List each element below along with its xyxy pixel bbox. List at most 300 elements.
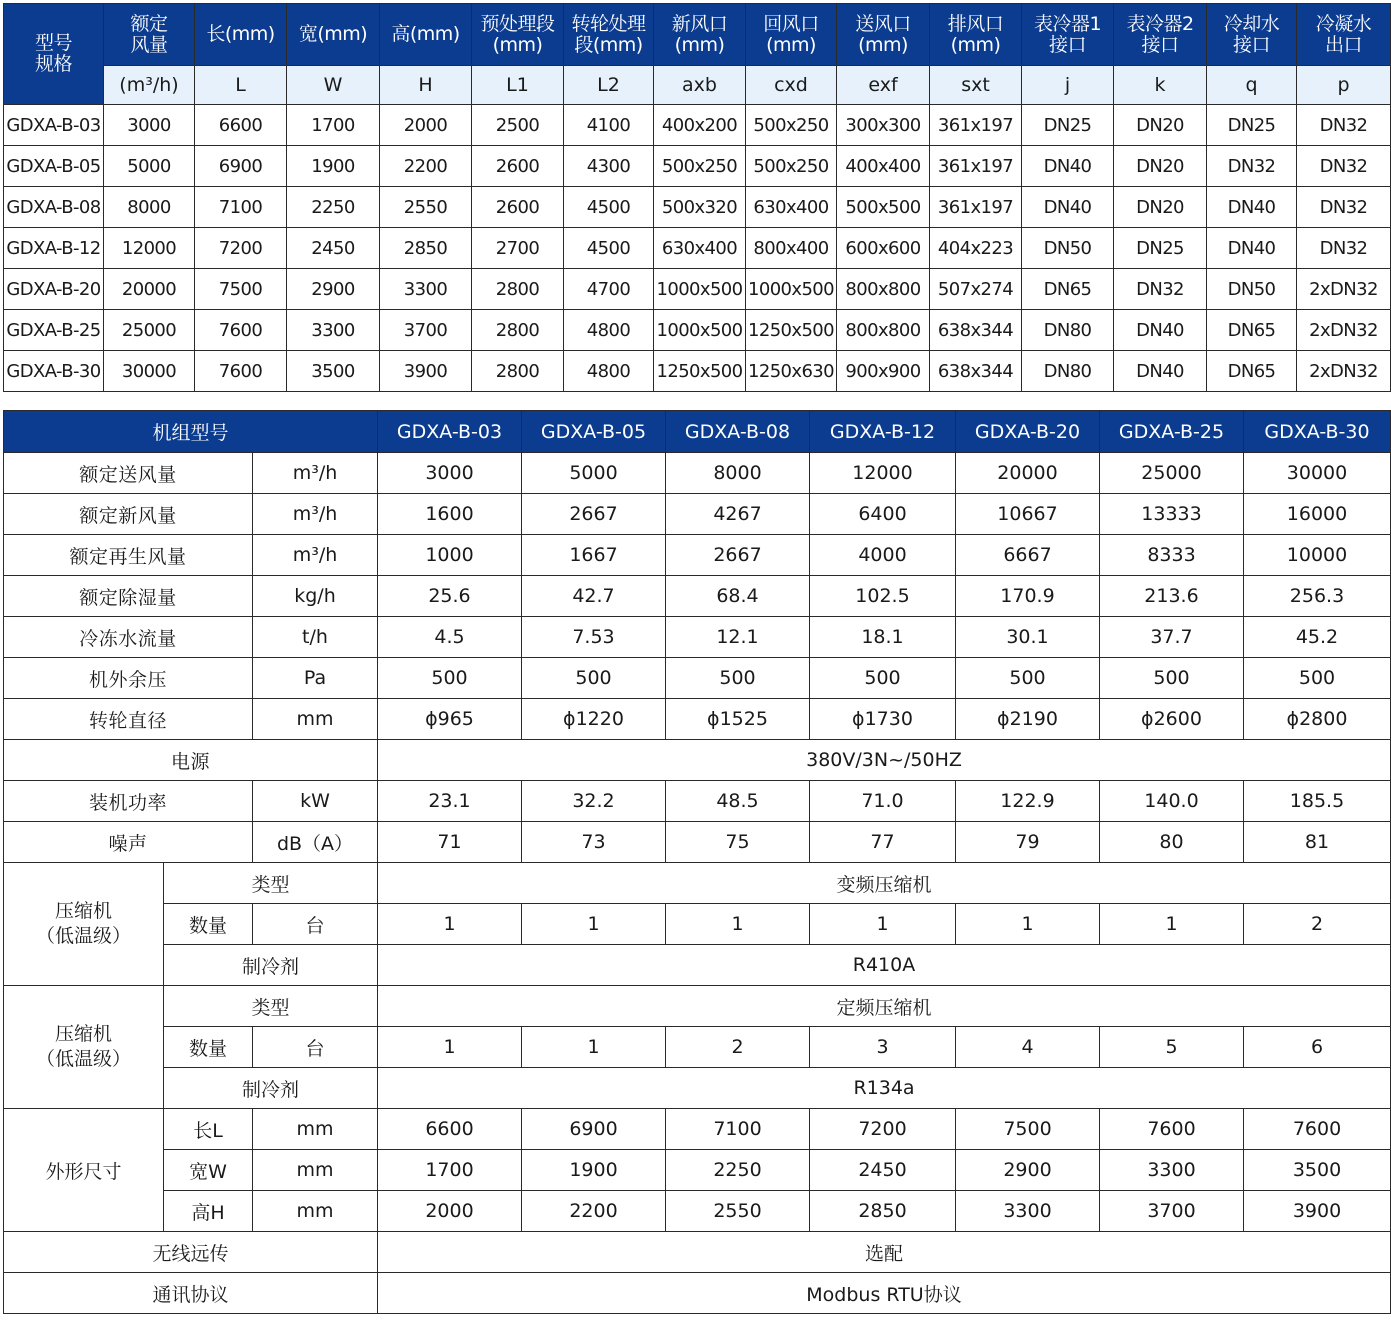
- table-cell: 1900: [522, 1150, 666, 1191]
- table-cell: 1700: [378, 1150, 522, 1191]
- table-cell: 1000x500: [654, 269, 746, 310]
- header-height: 高(mm): [380, 4, 472, 66]
- table-cell: 1000x500: [654, 310, 746, 351]
- header-supply-air: 送风口 (mm): [837, 4, 930, 66]
- table-cell: DN65: [1022, 269, 1114, 310]
- table-cell: 7500: [195, 269, 287, 310]
- table-cell: 4100: [564, 105, 654, 146]
- table-cell: 48.5: [666, 781, 810, 822]
- table-cell: 122.9: [956, 781, 1100, 822]
- model-cell: GDXA-B-12: [4, 228, 104, 269]
- subheader-cell: exf: [837, 66, 930, 105]
- power-supply-row: [4, 740, 1391, 781]
- table-cell: 1000x500: [746, 269, 837, 310]
- table-cell: 2200: [522, 1191, 666, 1232]
- table-cell: DN40: [1207, 228, 1297, 269]
- row-unit: m³/h: [253, 535, 378, 576]
- header-exhaust-air: 排风口 (mm): [930, 4, 1022, 66]
- table-cell: 2250: [287, 187, 380, 228]
- header-length: 长(mm): [195, 4, 287, 66]
- dimension-rows: [4, 1109, 1391, 1232]
- table-cell: 68.4: [666, 576, 810, 617]
- table-cell: 80: [1100, 822, 1244, 863]
- table-cell: 25000: [104, 310, 195, 351]
- table-cell: 32.2: [522, 781, 666, 822]
- table-cell: 3900: [380, 351, 472, 392]
- table-cell: DN32: [1207, 146, 1297, 187]
- table-cell: 7200: [195, 228, 287, 269]
- compressor2-refrigerant-value: R134a: [378, 1068, 1391, 1109]
- table-cell: 500x250: [746, 146, 837, 187]
- table-cell: 1667: [522, 535, 666, 576]
- table-cell: 2550: [380, 187, 472, 228]
- table-row: [4, 105, 1391, 146]
- table-row: [4, 535, 1391, 576]
- table-cell: 361x197: [930, 146, 1022, 187]
- table-cell: 2450: [287, 228, 380, 269]
- table-cell: ϕ2190: [956, 699, 1100, 740]
- model-col-header: GDXA-B-03: [378, 411, 522, 453]
- table-row: [4, 494, 1391, 535]
- table-cell: 1000: [378, 535, 522, 576]
- protocol-value: Modbus RTU协议: [378, 1273, 1391, 1314]
- table-cell: 2600: [472, 146, 564, 187]
- table-cell: 2500: [472, 105, 564, 146]
- qty-cell: 2: [1244, 904, 1391, 945]
- row-unit: mm: [253, 699, 378, 740]
- row-label: 额定再生风量: [4, 535, 253, 576]
- qty-cell: 5: [1100, 1027, 1244, 1068]
- table-cell: 2667: [666, 535, 810, 576]
- performance-table: [3, 410, 1391, 1314]
- compressor1-type-label: 类型: [164, 863, 378, 904]
- table-cell: 79: [956, 822, 1100, 863]
- protocol-label: 通讯协议: [4, 1273, 378, 1314]
- model-col-header: GDXA-B-30: [1244, 411, 1391, 453]
- model-col-header: GDXA-B-12: [810, 411, 956, 453]
- table-cell: DN40: [1022, 146, 1114, 187]
- table-cell: 500x500: [837, 187, 930, 228]
- compressor1-refrigerant-label: 制冷剂: [164, 945, 378, 986]
- table-cell: 7100: [666, 1109, 810, 1150]
- table-cell: 3500: [287, 351, 380, 392]
- table-cell: DN40: [1022, 187, 1114, 228]
- compressor2-refrigerant-label: 制冷剂: [164, 1068, 378, 1109]
- subheader-cell: k: [1114, 66, 1207, 105]
- table-cell: 6667: [956, 535, 1100, 576]
- qty-cell: 1: [522, 1027, 666, 1068]
- subheader-cell: q: [1207, 66, 1297, 105]
- table-cell: 7600: [1244, 1109, 1391, 1150]
- dimension-unit: mm: [253, 1191, 378, 1232]
- subheader-cell: j: [1022, 66, 1114, 105]
- table-cell: 16000: [1244, 494, 1391, 535]
- row-unit: kW: [253, 781, 378, 822]
- table-cell: 500x320: [654, 187, 746, 228]
- table-cell: 600x600: [837, 228, 930, 269]
- subheader-cell: W: [287, 66, 380, 105]
- table-cell: DN20: [1114, 187, 1207, 228]
- table-row: [4, 351, 1391, 392]
- row-unit: m³/h: [253, 453, 378, 494]
- table-cell: 23.1: [378, 781, 522, 822]
- table-row: [4, 617, 1391, 658]
- table-cell: DN25: [1114, 228, 1207, 269]
- wireless-value: 选配: [378, 1232, 1391, 1273]
- row-unit: t/h: [253, 617, 378, 658]
- table-cell: 75: [666, 822, 810, 863]
- row-label: 额定新风量: [4, 494, 253, 535]
- row-label: 噪声: [4, 822, 253, 863]
- table-cell: 5000: [104, 146, 195, 187]
- table-cell: 404x223: [930, 228, 1022, 269]
- header-airflow: 额定 风量: [104, 4, 195, 66]
- table-cell: 361x197: [930, 105, 1022, 146]
- table-cell: 500: [1100, 658, 1244, 699]
- table-cell: 2850: [380, 228, 472, 269]
- table-cell: 6900: [195, 146, 287, 187]
- table-cell: DN32: [1114, 269, 1207, 310]
- table-cell: DN50: [1207, 269, 1297, 310]
- table-cell: 25000: [1100, 453, 1244, 494]
- table-cell: 5000: [522, 453, 666, 494]
- compressor1-qty-row: [4, 904, 1391, 945]
- table-row: [4, 228, 1391, 269]
- table-cell: 6600: [195, 105, 287, 146]
- table-cell: 2000: [378, 1191, 522, 1232]
- table-cell: 4500: [564, 228, 654, 269]
- table-cell: 185.5: [1244, 781, 1391, 822]
- table-cell: 4500: [564, 187, 654, 228]
- table-cell: 4000: [810, 535, 956, 576]
- table-cell: 630x400: [746, 187, 837, 228]
- header-fresh-air: 新风口 (mm): [654, 4, 746, 66]
- model-cell: GDXA-B-20: [4, 269, 104, 310]
- table-cell: 800x800: [837, 269, 930, 310]
- table-cell: 500: [522, 658, 666, 699]
- table-cell: 638x344: [930, 310, 1022, 351]
- table-cell: 3300: [956, 1191, 1100, 1232]
- subheader-cell: L1: [472, 66, 564, 105]
- compressor2-refrigerant-row: [4, 1068, 1391, 1109]
- table-cell: 73: [522, 822, 666, 863]
- table-cell: ϕ2800: [1244, 699, 1391, 740]
- dimension-label: 长L: [164, 1109, 253, 1150]
- table-cell: 1900: [287, 146, 380, 187]
- model-col-header: GDXA-B-20: [956, 411, 1100, 453]
- model-cell: GDXA-B-03: [4, 105, 104, 146]
- row-unit: m³/h: [253, 494, 378, 535]
- table-cell: 7600: [1100, 1109, 1244, 1150]
- row-unit: kg/h: [253, 576, 378, 617]
- model-cell: GDXA-B-08: [4, 187, 104, 228]
- table-cell: 81: [1244, 822, 1391, 863]
- table-cell: 13333: [1100, 494, 1244, 535]
- perf-header-row: [4, 411, 1391, 453]
- table-cell: DN80: [1022, 310, 1114, 351]
- table-cell: 400x200: [654, 105, 746, 146]
- qty-cell: 1: [956, 904, 1100, 945]
- table-cell: 7100: [195, 187, 287, 228]
- table-row: [4, 453, 1391, 494]
- table-cell: DN80: [1022, 351, 1114, 392]
- compressor1-qty-label: 数量: [164, 904, 253, 945]
- subheader-cell: sxt: [930, 66, 1022, 105]
- spec-dimension-table: [3, 3, 1391, 392]
- table-cell: 3900: [1244, 1191, 1391, 1232]
- dimension-unit: mm: [253, 1109, 378, 1150]
- header-cooler1: 表冷器1 接口: [1022, 4, 1114, 66]
- table-cell: 213.6: [1100, 576, 1244, 617]
- spec-body: [4, 105, 1391, 392]
- table-cell: 1600: [378, 494, 522, 535]
- table-cell: 500: [666, 658, 810, 699]
- table-row: [4, 1150, 1391, 1191]
- model-cell: GDXA-B-30: [4, 351, 104, 392]
- subheader-cell: H: [380, 66, 472, 105]
- table-cell: 2667: [522, 494, 666, 535]
- table-cell: 2xDN32: [1297, 310, 1391, 351]
- qty-cell: 6: [1244, 1027, 1391, 1068]
- table-cell: DN40: [1114, 351, 1207, 392]
- table-cell: ϕ2600: [1100, 699, 1244, 740]
- dimension-unit: mm: [253, 1150, 378, 1191]
- table-cell: 2xDN32: [1297, 269, 1391, 310]
- table-cell: 3300: [1100, 1150, 1244, 1191]
- table-cell: 4700: [564, 269, 654, 310]
- table-cell: 25.6: [378, 576, 522, 617]
- table-cell: DN32: [1297, 228, 1391, 269]
- table-cell: 2450: [810, 1150, 956, 1191]
- table-cell: 2800: [472, 269, 564, 310]
- compressor1-refrigerant-row: [4, 945, 1391, 986]
- table-cell: 6900: [522, 1109, 666, 1150]
- table-cell: 2550: [666, 1191, 810, 1232]
- table-row: [4, 1109, 1391, 1150]
- table-cell: 1700: [287, 105, 380, 146]
- subheader-cell: axb: [654, 66, 746, 105]
- table-cell: 77: [810, 822, 956, 863]
- spec-subheader-row: [4, 66, 1391, 105]
- table-row: [4, 269, 1391, 310]
- table-cell: 2600: [472, 187, 564, 228]
- table-cell: ϕ1525: [666, 699, 810, 740]
- table-cell: 3300: [287, 310, 380, 351]
- table-cell: 1250x500: [654, 351, 746, 392]
- table-cell: 6400: [810, 494, 956, 535]
- spec-header-row: [4, 4, 1391, 66]
- subheader-cell: p: [1297, 66, 1391, 105]
- table-cell: 170.9: [956, 576, 1100, 617]
- compressor2-qty-label: 数量: [164, 1027, 253, 1068]
- table-cell: 500x250: [746, 105, 837, 146]
- table-cell: 2250: [666, 1150, 810, 1191]
- table-cell: 1250x630: [746, 351, 837, 392]
- table-cell: 2800: [472, 351, 564, 392]
- table-cell: 30.1: [956, 617, 1100, 658]
- table-cell: 4800: [564, 351, 654, 392]
- table-cell: 102.5: [810, 576, 956, 617]
- table-cell: 900x900: [837, 351, 930, 392]
- header-cooling-water: 冷却水 接口: [1207, 4, 1297, 66]
- compressor2-qty-unit: 台: [253, 1027, 378, 1068]
- table-cell: 4267: [666, 494, 810, 535]
- dimension-label: 宽W: [164, 1150, 253, 1191]
- power-supply-label: 电源: [4, 740, 378, 781]
- row-unit: Pa: [253, 658, 378, 699]
- table-cell: 7500: [956, 1109, 1100, 1150]
- row-label: 额定送风量: [4, 453, 253, 494]
- table-cell: 18.1: [810, 617, 956, 658]
- header-unit-model: 机组型号: [4, 411, 378, 453]
- table-row: [4, 310, 1391, 351]
- table-cell: 2850: [810, 1191, 956, 1232]
- power-supply-value: 380V/3N~/50HZ: [378, 740, 1391, 781]
- table-cell: DN40: [1207, 187, 1297, 228]
- table-row: [4, 699, 1391, 740]
- table-cell: 4800: [564, 310, 654, 351]
- qty-cell: 1: [810, 904, 956, 945]
- table-cell: DN20: [1114, 146, 1207, 187]
- compressor2-qty-row: [4, 1027, 1391, 1068]
- subheader-cell: L: [195, 66, 287, 105]
- header-condensate: 冷凝水 出口: [1297, 4, 1391, 66]
- table-cell: 500: [1244, 658, 1391, 699]
- wireless-row: [4, 1232, 1391, 1273]
- table-cell: DN20: [1114, 105, 1207, 146]
- table-cell: 140.0: [1100, 781, 1244, 822]
- table-cell: DN25: [1022, 105, 1114, 146]
- header-pre-section: 预处理段 (mm): [472, 4, 564, 66]
- table-cell: 7600: [195, 351, 287, 392]
- header-cooler2: 表冷器2 接口: [1114, 4, 1207, 66]
- table-cell: 500: [810, 658, 956, 699]
- table-cell: 3500: [1244, 1150, 1391, 1191]
- table-cell: 71: [378, 822, 522, 863]
- table-cell: ϕ1220: [522, 699, 666, 740]
- qty-cell: 3: [810, 1027, 956, 1068]
- table-cell: 7200: [810, 1109, 956, 1150]
- table-cell: 361x197: [930, 187, 1022, 228]
- model-col-header: GDXA-B-25: [1100, 411, 1244, 453]
- table-row: [4, 187, 1391, 228]
- header-wheel-section: 转轮处理 段(mm): [564, 4, 654, 66]
- model-col-header: GDXA-B-05: [522, 411, 666, 453]
- qty-cell: 1: [522, 904, 666, 945]
- table-cell: DN40: [1114, 310, 1207, 351]
- table-cell: 10000: [1244, 535, 1391, 576]
- header-return-air: 回风口 (mm): [746, 4, 837, 66]
- compressor2-label: 压缩机 （低温级）: [4, 986, 164, 1109]
- table-cell: 8000: [666, 453, 810, 494]
- table-row: [4, 1191, 1391, 1232]
- table-row: [4, 658, 1391, 699]
- table-cell: 71.0: [810, 781, 956, 822]
- table-cell: 7.53: [522, 617, 666, 658]
- table-cell: DN50: [1022, 228, 1114, 269]
- model-col-header: GDXA-B-08: [666, 411, 810, 453]
- table-cell: 20000: [104, 269, 195, 310]
- table-cell: 7600: [195, 310, 287, 351]
- perf-main-rows: [4, 453, 1391, 740]
- table-cell: 2900: [287, 269, 380, 310]
- table-cell: 3700: [1100, 1191, 1244, 1232]
- table-cell: 2700: [472, 228, 564, 269]
- table-cell: 3000: [104, 105, 195, 146]
- table-cell: 42.7: [522, 576, 666, 617]
- qty-cell: 1: [1100, 904, 1244, 945]
- compressor2-type-label: 类型: [164, 986, 378, 1027]
- table-row: [4, 576, 1391, 617]
- row-label: 转轮直径: [4, 699, 253, 740]
- qty-cell: 1: [378, 1027, 522, 1068]
- table-cell: 507x274: [930, 269, 1022, 310]
- table-cell: 500: [378, 658, 522, 699]
- table-cell: 630x400: [654, 228, 746, 269]
- table-cell: 2800: [472, 310, 564, 351]
- model-cell: GDXA-B-05: [4, 146, 104, 187]
- subheader-cell: L2: [564, 66, 654, 105]
- row-label: 装机功率: [4, 781, 253, 822]
- wireless-label: 无线远传: [4, 1232, 378, 1273]
- qty-cell: 2: [666, 1027, 810, 1068]
- subheader-cell: (m³/h): [104, 66, 195, 105]
- compressor1-type-row: [4, 863, 1391, 904]
- row-label: 额定除湿量: [4, 576, 253, 617]
- compressor1-refrigerant-value: R410A: [378, 945, 1391, 986]
- table-cell: 4300: [564, 146, 654, 187]
- table-cell: 4.5: [378, 617, 522, 658]
- table-cell: 400x400: [837, 146, 930, 187]
- table-cell: 12.1: [666, 617, 810, 658]
- table-row: [4, 822, 1391, 863]
- row-unit: dB（A）: [253, 822, 378, 863]
- table-cell: 30000: [104, 351, 195, 392]
- table-cell: ϕ965: [378, 699, 522, 740]
- table-row: [4, 146, 1391, 187]
- table-cell: 300x300: [837, 105, 930, 146]
- table-cell: DN65: [1207, 351, 1297, 392]
- table-cell: 500: [956, 658, 1100, 699]
- compressor1-label: 压缩机 （低温级）: [4, 863, 164, 986]
- table-cell: 3000: [378, 453, 522, 494]
- table-cell: DN65: [1207, 310, 1297, 351]
- table-cell: DN32: [1297, 187, 1391, 228]
- table-cell: 3300: [380, 269, 472, 310]
- table-cell: 638x344: [930, 351, 1022, 392]
- table-cell: 12000: [810, 453, 956, 494]
- table-cell: DN32: [1297, 105, 1391, 146]
- protocol-row: [4, 1273, 1391, 1314]
- header-width: 宽(mm): [287, 4, 380, 66]
- table-cell: 8333: [1100, 535, 1244, 576]
- table-cell: 45.2: [1244, 617, 1391, 658]
- table-cell: 2200: [380, 146, 472, 187]
- installed-power-rows: [4, 781, 1391, 863]
- table-cell: 256.3: [1244, 576, 1391, 617]
- table-cell: 800x400: [746, 228, 837, 269]
- row-label: 机外余压: [4, 658, 253, 699]
- subheader-cell: cxd: [746, 66, 837, 105]
- table-cell: 30000: [1244, 453, 1391, 494]
- table-cell: 2xDN32: [1297, 351, 1391, 392]
- row-label: 冷冻水流量: [4, 617, 253, 658]
- table-cell: 6600: [378, 1109, 522, 1150]
- table-cell: 2900: [956, 1150, 1100, 1191]
- table-cell: 3700: [380, 310, 472, 351]
- model-cell: GDXA-B-25: [4, 310, 104, 351]
- qty-cell: 4: [956, 1027, 1100, 1068]
